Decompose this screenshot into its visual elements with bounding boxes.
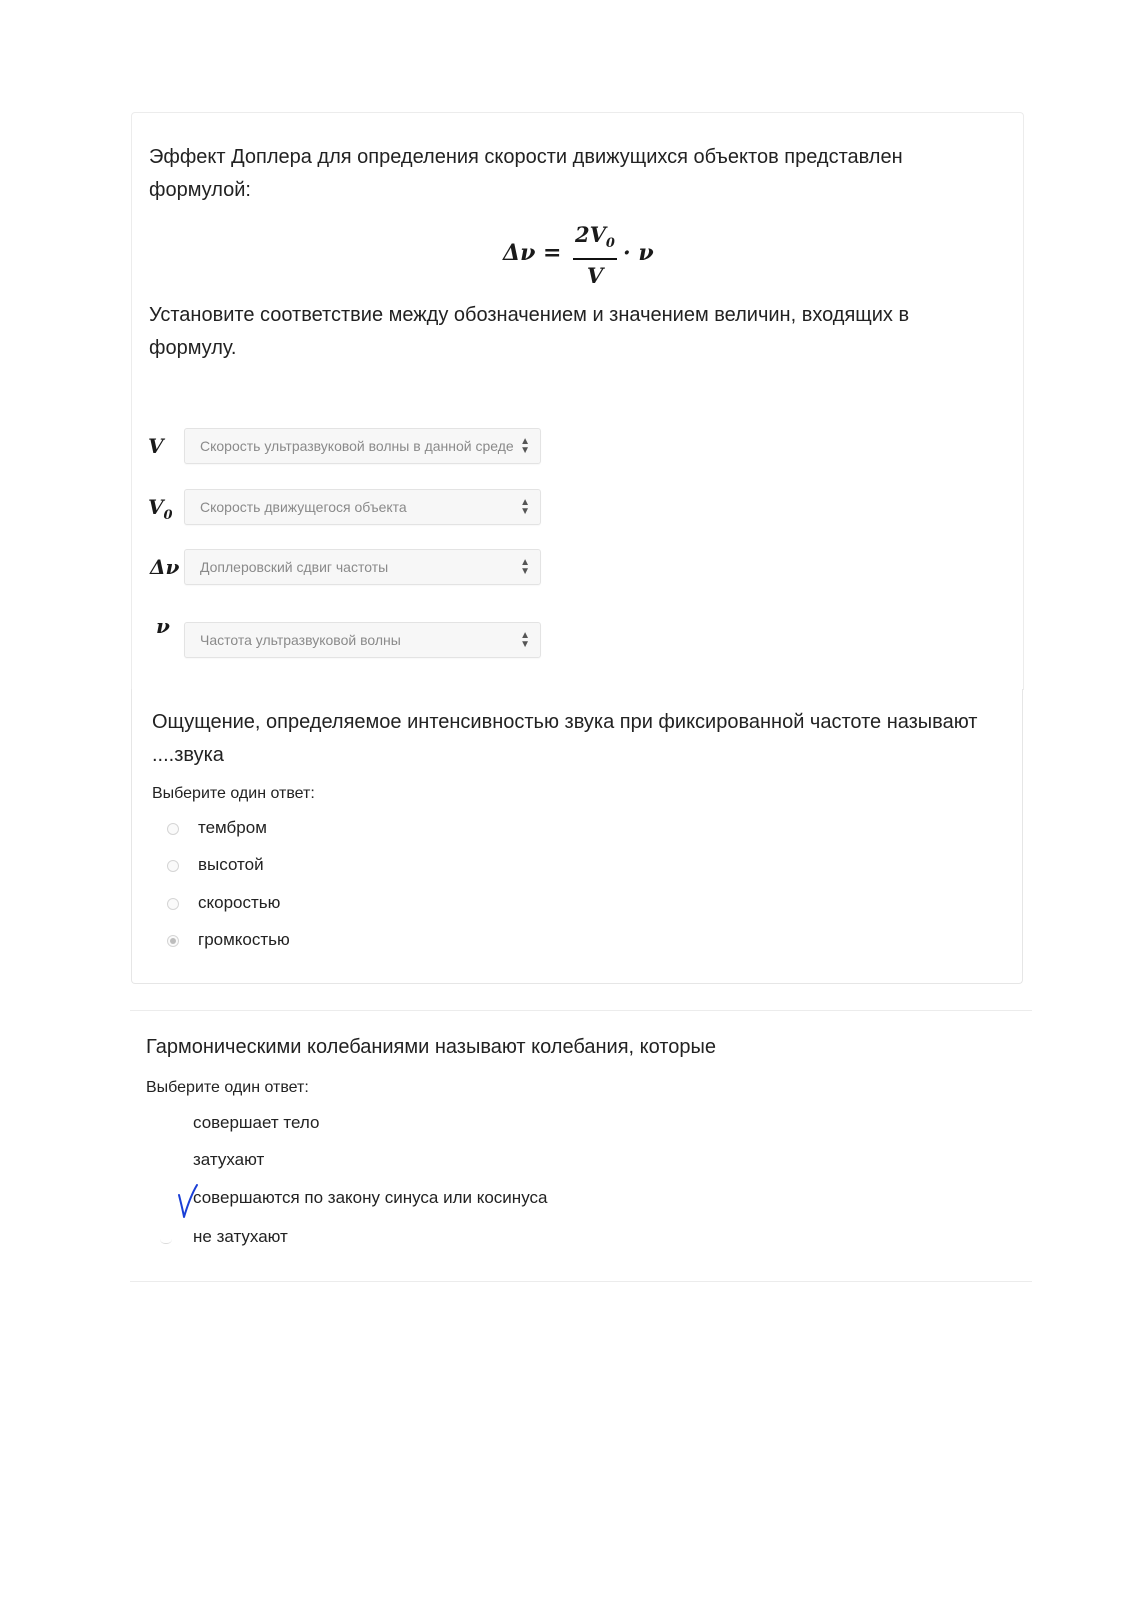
select-nu[interactable] (184, 622, 541, 658)
option-label: не затухают (193, 1227, 288, 1246)
option-label: затухают (193, 1150, 265, 1169)
formula-fraction: $2V_0$ V (573, 222, 617, 289)
formula-rhs: · ν (623, 240, 654, 266)
select-delta-nu-value: Доплеровский сдвиг частоты (200, 559, 389, 575)
symbol-nu: ν (156, 614, 170, 638)
formula-lhs: Δν = (503, 240, 562, 266)
select-caret-icon: ▲ ▼ (520, 436, 530, 456)
question-instruction: Установите соответствие между обозначением и значением величин, входящих в формулу. (149, 304, 910, 359)
answer-hint: Выберите один ответ: (152, 785, 315, 802)
select-v0[interactable] (184, 489, 541, 525)
radio-button[interactable] (167, 823, 179, 835)
option-label: высотой (198, 855, 264, 874)
option-label: скоростью (198, 893, 281, 912)
select-v[interactable] (184, 428, 541, 464)
radio-button[interactable] (167, 860, 179, 872)
select-caret-icon: ▲ ▼ (520, 557, 530, 577)
symbol-v0: $V_0$ (148, 495, 173, 523)
doppler-formula (503, 222, 663, 289)
select-caret-icon: ▲ ▼ (520, 497, 530, 517)
answer-hint: Выберите один ответ: (146, 1079, 309, 1096)
select-nu-value: Частота ультразвуковой волны (200, 632, 401, 648)
option-label: совершаются по закону синуса или косинуса (193, 1188, 548, 1207)
select-v-value: Скорость ультразвуковой волны в данной среде (200, 438, 514, 454)
symbol-v: V (148, 434, 164, 458)
radio-button[interactable] (167, 898, 179, 910)
option-label: громкостью (198, 930, 290, 949)
select-delta-nu[interactable] (184, 549, 541, 585)
question-text-doppler: Эффект Доплера для определения скорости движущихся объектов представлен формулой: (149, 146, 903, 201)
radio-button-selected[interactable] (167, 935, 179, 947)
handwritten-checkmark-icon (177, 1183, 199, 1221)
option-label: совершает тело (193, 1113, 320, 1132)
symbol-delta-nu: Δν (150, 555, 180, 579)
question-text-loudness: Ощущение, определяемое интенсивностью звука при фиксированной частоте называют ....звука (152, 711, 978, 766)
select-caret-icon: ▲ ▼ (520, 630, 530, 650)
question-text-harmonic: Гармоническими колебаниями называют колебания, которые (146, 1036, 716, 1058)
option-label: тембром (198, 818, 267, 837)
select-v0-value: Скорость движущегося объекта (200, 499, 407, 515)
